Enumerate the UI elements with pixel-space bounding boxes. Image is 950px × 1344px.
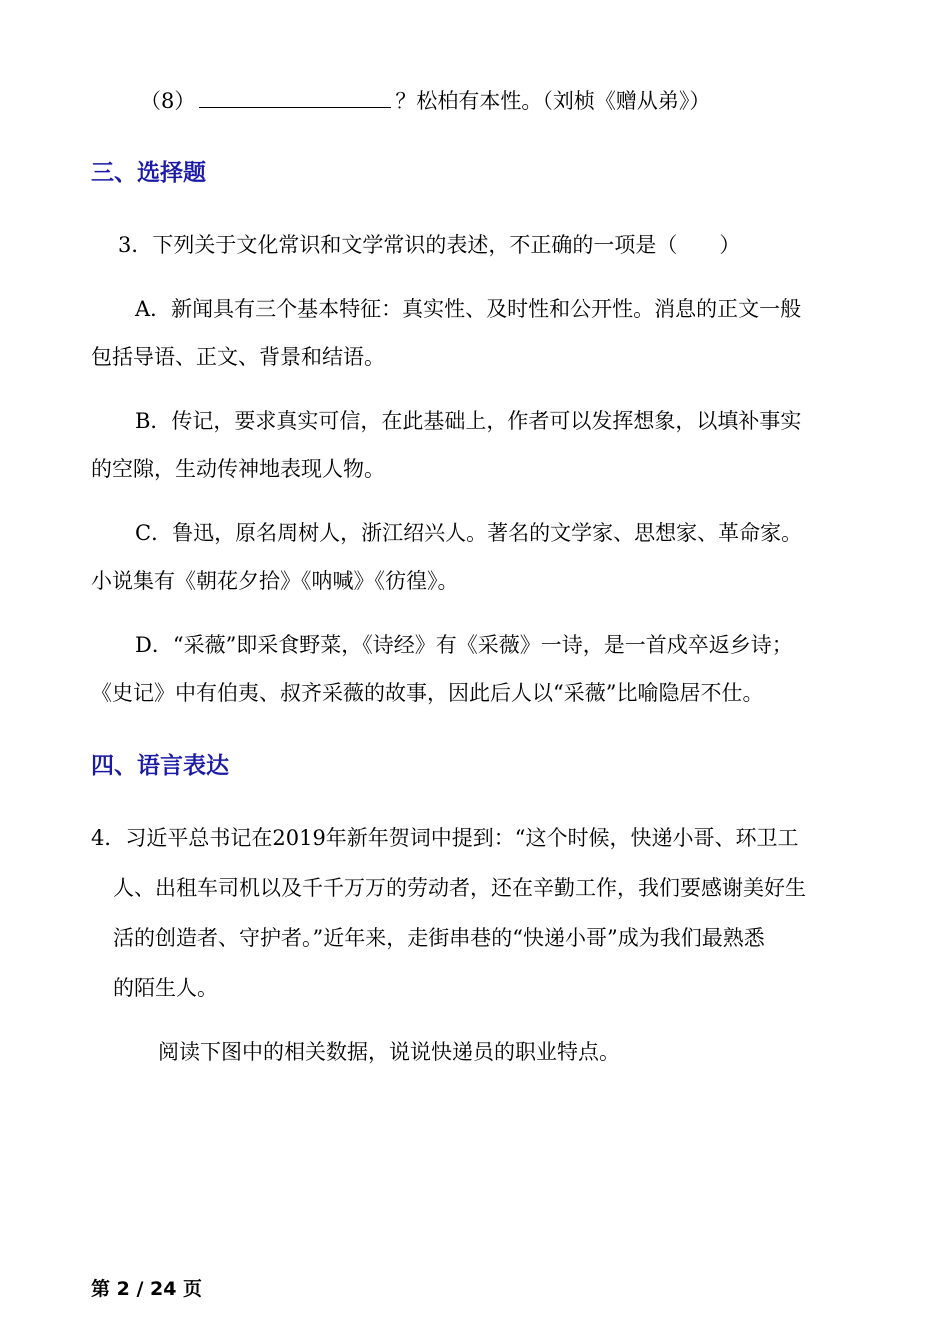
question-4-line-2: 人、出租车司机以及千千万万的劳动者，还在辛勤工作，我们要感谢美好生: [113, 876, 806, 900]
section-heading-language: 四、语言表达: [91, 753, 229, 779]
fill-blank-question-8: [140, 86, 710, 116]
option-c-line-2: 小说集有《朝花夕拾》《呐喊》《彷徨》。: [91, 569, 459, 593]
option-a-line-1: A．新闻具有三个基本特征：真实性、及时性和公开性。消息的正文一般: [135, 297, 802, 321]
option-b-line-2: 的空隙，生动传神地表现人物。: [91, 457, 385, 481]
answer-blank[interactable]: [199, 87, 391, 108]
section-heading-choice: 三、选择题: [91, 160, 206, 186]
question-number: （8）: [140, 89, 196, 113]
question-4-instruction: 阅读下图中的相关数据，说说快递员的职业特点。: [158, 1040, 620, 1064]
option-d-line-2: 《史记》中有伯夷、叔齐采薇的故事，因此后人以“采薇”比喻隐居不仕。: [91, 681, 764, 705]
option-a-line-2: 包括导语、正文、背景和结语。: [91, 345, 385, 369]
question-4-line-3: 活的创造者、守护者。”近年来，走街串巷的“快递小哥”成为我们最熟悉: [113, 926, 765, 950]
question-3-stem: 3．下列关于文化常识和文学常识的表述，不正确的一项是（ ）: [118, 233, 741, 257]
option-d-line-1: D．“采薇”即采食野菜，《诗经》有《采薇》一诗，是一首戍卒返乡诗；: [135, 633, 793, 657]
option-b-line-1: B．传记，要求真实可信，在此基础上，作者可以发挥想象，以填补事实: [135, 409, 802, 433]
option-c-line-1: C．鲁迅，原名周树人，浙江绍兴人。著名的文学家、思想家、革命家。: [135, 521, 803, 545]
question-4-line-4: 的陌生人。: [113, 976, 218, 1000]
question-4-line-1: 4．习近平总书记在2019年新年贺词中提到：“这个时候，快递小哥、环卫工: [91, 826, 799, 850]
question-text: ？松柏有本性。（刘桢《赠从弟》）: [395, 89, 711, 113]
page-number: 第 2 / 24 页: [91, 1278, 203, 1300]
